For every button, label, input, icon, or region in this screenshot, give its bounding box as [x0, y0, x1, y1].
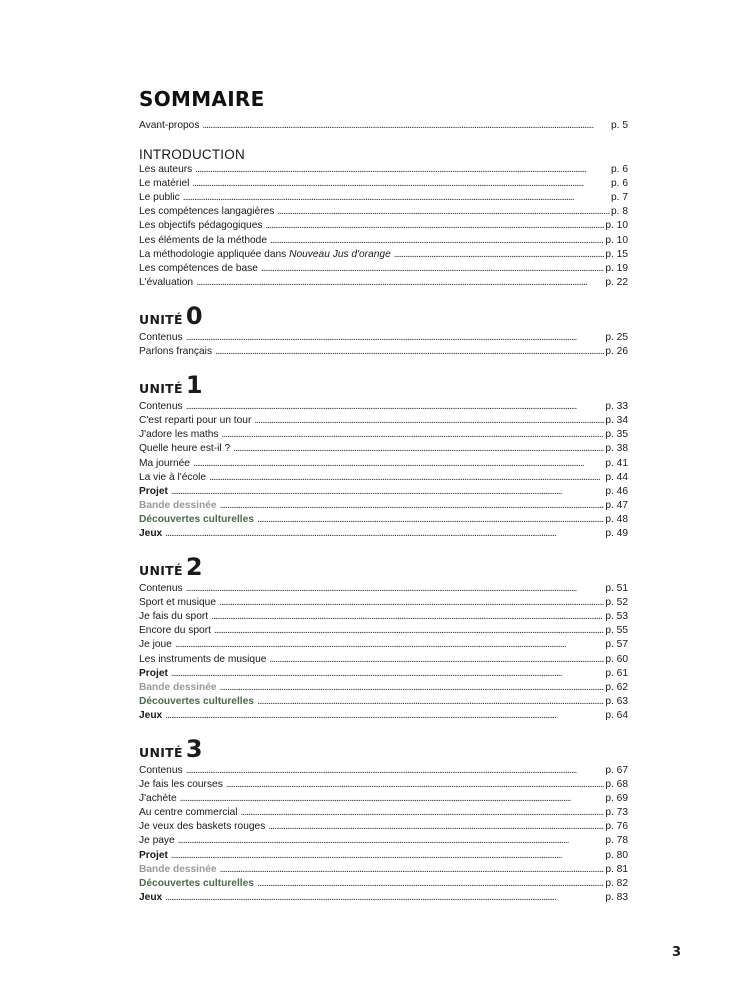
dot-leader [165, 527, 604, 541]
dot-leader [209, 471, 604, 485]
toc-entry-label: Découvertes culturelles [139, 877, 254, 889]
toc-entry[interactable] [139, 191, 628, 205]
toc-entry-label: C'est reparti pour un tour [139, 415, 252, 427]
toc-entry-page: p. 81 [605, 863, 628, 875]
toc-entry-page: p. 76 [605, 821, 628, 833]
toc-entry-page: p. 35 [605, 429, 628, 441]
dot-leader [171, 849, 604, 863]
dot-leader [257, 513, 604, 527]
dot-leader [186, 331, 605, 345]
toc-entry-projet[interactable] [139, 849, 628, 863]
dot-leader [241, 806, 605, 820]
toc-entry[interactable] [139, 820, 628, 834]
toc-entry-page: p. 33 [605, 401, 628, 413]
dot-leader [193, 457, 604, 471]
toc-entry[interactable] [139, 653, 628, 667]
toc-entry-label: Les instruments de musique [139, 653, 267, 665]
dot-leader [261, 262, 604, 276]
toc-entry-page: p. 6 [611, 178, 628, 190]
toc-entry-jeux[interactable] [139, 527, 628, 541]
toc-entry-label: Contenus [139, 583, 183, 595]
dot-leader [226, 778, 605, 792]
toc-entry-label: Je joue [139, 639, 172, 651]
toc-entry-page: p. 26 [605, 346, 628, 358]
toc-entry-page: p. 64 [605, 709, 628, 721]
toc-entry-label: Sport et musique [139, 597, 217, 609]
dot-leader [268, 820, 604, 834]
toc-entry-label: Parlons français [139, 346, 213, 358]
toc-entry-label: Bande dessinée [139, 499, 217, 511]
toc-entry[interactable] [139, 792, 628, 806]
toc-entry-page: p. 8 [611, 206, 628, 218]
toc-entry-page: p. 46 [605, 485, 628, 497]
dot-leader [202, 119, 610, 133]
unit-2-list [139, 582, 628, 723]
toc-entry-page: p. 44 [605, 471, 628, 483]
toc-entry[interactable] [139, 177, 628, 191]
toc-entry[interactable] [139, 428, 628, 442]
toc-entry-page: p. 67 [605, 765, 628, 776]
unit-heading-2 [139, 554, 628, 580]
toc-entry[interactable] [139, 248, 628, 262]
toc-entry-label: L'évaluation [139, 276, 194, 288]
introduction-list [139, 163, 628, 290]
toc-entry-decouvertes[interactable] [139, 513, 628, 527]
dot-leader [165, 891, 604, 905]
toc-entry-jeux[interactable] [139, 891, 628, 905]
toc-entry[interactable] [139, 624, 628, 638]
unit-3-list [139, 764, 628, 905]
toc-entry-label: Contenus [139, 331, 183, 343]
toc-entry-label: Les compétences langagières [139, 206, 275, 218]
toc-entry-label: Les éléments de la méthode [139, 234, 267, 246]
toc-entry-label-text: La méthodologie appliquée dans [139, 248, 290, 260]
toc-entry-page: p. 73 [605, 807, 628, 819]
toc-entry-label: Les auteurs [139, 164, 193, 176]
toc-entry-decouvertes[interactable] [139, 695, 628, 709]
dot-leader [211, 610, 604, 624]
dot-leader [257, 877, 604, 891]
toc-entry-page: p. 15 [605, 248, 628, 260]
book-title: Nouveau Jus d'orange [289, 248, 391, 260]
dot-leader [394, 248, 605, 262]
toc-entry-label: Encore du sport [139, 625, 211, 637]
toc-entry-jeux[interactable] [139, 709, 628, 723]
toc-entry[interactable] [139, 764, 628, 778]
page-number: 3 [672, 945, 682, 960]
toc-entry-page: p. 69 [605, 793, 628, 805]
dot-leader [220, 499, 605, 513]
toc-entry-page: p. 80 [605, 849, 628, 861]
unit-number: 2 [185, 553, 203, 582]
dot-leader [186, 582, 605, 596]
dot-leader [233, 442, 604, 456]
unit-word: UNITÉ [139, 745, 183, 760]
toc-entry-label: Découvertes culturelles [139, 513, 254, 525]
dot-leader [220, 863, 605, 877]
toc-entry-page: p. 62 [605, 681, 628, 693]
dot-leader [186, 400, 605, 414]
toc-entry-label: Le public [139, 192, 180, 204]
toc-entry[interactable] [139, 834, 628, 848]
toc-entry-page: p. 68 [605, 779, 628, 791]
toc-entry[interactable] [139, 414, 628, 428]
toc-entry-page: p. 51 [605, 583, 628, 595]
toc-entry-page: p. 63 [605, 695, 628, 707]
toc-entry[interactable] [139, 331, 628, 345]
toc-entry-label: Contenus [139, 401, 183, 413]
toc-entry-label: Projet [139, 849, 168, 861]
toc-entry-page: p. 52 [605, 597, 628, 609]
toc-entry-page: p. 41 [605, 457, 628, 469]
dot-leader [171, 485, 604, 499]
dot-leader [171, 667, 604, 681]
toc-entry[interactable] [139, 234, 628, 248]
unit-heading-1 [139, 372, 628, 398]
toc-entry[interactable] [139, 582, 628, 596]
dot-leader [254, 414, 604, 428]
toc-entry[interactable] [139, 219, 628, 233]
toc-entry-label: Bande dessinée [139, 681, 217, 693]
toc-entry-label: Bande dessinée [139, 863, 217, 875]
toc-entry-label [139, 248, 391, 262]
toc-entry[interactable] [139, 471, 628, 485]
toc-entry-page: p. 10 [605, 234, 628, 246]
dot-leader [269, 653, 604, 667]
toc-entry-label: Projet [139, 485, 168, 497]
toc-entry-page: p. 34 [605, 415, 628, 427]
dot-leader [196, 276, 604, 290]
toc-entry-label: Les objectifs pédagogiques [139, 220, 263, 232]
toc-entry-page: p. 49 [605, 527, 628, 539]
toc-entry-avant-propos[interactable] [139, 119, 628, 133]
unit-number: 0 [185, 301, 203, 330]
toc-entry-page: p. 60 [605, 653, 628, 665]
dot-leader [192, 177, 610, 191]
dot-leader [186, 764, 605, 778]
toc-entry-page: p. 57 [605, 639, 628, 651]
toc-entry-label: Je veux des baskets rouges [139, 821, 266, 833]
toc-entry[interactable] [139, 345, 628, 359]
toc-entry-label: Jeux [139, 527, 163, 539]
toc-entry-decouvertes[interactable] [139, 877, 628, 891]
toc-entry-page: p. 25 [605, 331, 628, 343]
dot-leader [195, 163, 610, 177]
unit-heading-3 [139, 736, 628, 762]
toc-entry-page: p. 61 [605, 667, 628, 679]
toc-entry-label: Je fais du sport [139, 611, 209, 623]
toc-entry-bande-dessinee[interactable] [139, 681, 628, 695]
toc-entry-page: p. 6 [611, 164, 628, 176]
toc-entry-page: p. 48 [605, 513, 628, 525]
section-heading-introduction: INTRODUCTION [139, 147, 245, 163]
toc-entry-bande-dessinee[interactable] [139, 499, 628, 513]
unit-word: UNITÉ [139, 563, 183, 579]
toc-entry-label: Ma journée [139, 457, 190, 469]
dot-leader [219, 596, 604, 610]
unit-heading-0 [139, 303, 628, 329]
toc-entry[interactable] [139, 638, 628, 652]
dot-leader [178, 834, 605, 848]
toc-entry-page: p. 47 [605, 499, 628, 511]
toc-entry-label: J'achète [139, 793, 177, 805]
dot-leader [222, 428, 605, 442]
toc-entry-projet[interactable] [139, 667, 628, 681]
toc-entry-bande-dessinee[interactable] [139, 863, 628, 877]
page-title: SOMMAIRE [139, 87, 265, 111]
toc-entry[interactable] [139, 400, 628, 414]
toc-entry-page: p. 22 [605, 276, 628, 288]
dot-leader [175, 638, 604, 652]
toc-entry-label: Découvertes culturelles [139, 695, 254, 707]
toc-entry-label: Contenus [139, 765, 183, 776]
unit-0-list [139, 331, 628, 359]
toc-entry[interactable] [139, 262, 628, 276]
dot-leader [265, 219, 604, 233]
toc-entry-page: p. 10 [605, 220, 628, 232]
unit-word: UNITÉ [139, 381, 183, 397]
toc-entry[interactable] [139, 457, 628, 471]
toc-entry-label: Avant-propos [139, 120, 200, 131]
toc-entry-label: Je paye [139, 835, 175, 847]
toc-entry[interactable] [139, 163, 628, 177]
table-of-contents [139, 86, 628, 905]
toc-entry-label: La vie à l'école [139, 471, 207, 483]
toc-entry[interactable] [139, 610, 628, 624]
dot-leader [214, 624, 604, 638]
toc-entry-label: Je fais les courses [139, 779, 223, 791]
toc-entry-projet[interactable] [139, 485, 628, 499]
dot-leader [270, 234, 604, 248]
toc-entry-page: p. 55 [605, 625, 628, 637]
toc-entry-label: Quelle heure est-il ? [139, 443, 231, 455]
toc-entry-page: p. 5 [611, 120, 628, 131]
dot-leader [183, 191, 610, 205]
unit-word: UNITÉ [139, 311, 183, 327]
toc-entry-label: Jeux [139, 891, 163, 903]
toc-entry-page: p. 19 [605, 262, 628, 274]
unit-number: 1 [185, 371, 203, 400]
toc-entry-label: Le matériel [139, 178, 190, 190]
toc-entry-label: Jeux [139, 709, 163, 721]
toc-entry-label: Projet [139, 667, 168, 679]
toc-entry[interactable] [139, 442, 628, 456]
unit-1-list [139, 400, 628, 541]
toc-entry[interactable] [139, 596, 628, 610]
toc-entry-page: p. 7 [611, 192, 628, 204]
toc-entry-label: Les compétences de base [139, 262, 258, 274]
toc-entry[interactable] [139, 778, 628, 792]
toc-entry[interactable] [139, 205, 628, 219]
dot-leader [165, 709, 604, 723]
toc-entry-label: Au centre commercial [139, 807, 238, 819]
toc-entry-page: p. 38 [605, 443, 628, 455]
unit-number: 3 [185, 735, 203, 763]
toc-entry[interactable] [139, 806, 628, 820]
toc-entry-label: J'adore les maths [139, 429, 219, 441]
toc-entry-page: p. 83 [605, 891, 628, 903]
dot-leader [180, 792, 605, 806]
dot-leader [277, 205, 610, 219]
dot-leader [220, 681, 605, 695]
dot-leader [215, 345, 604, 359]
dot-leader [257, 695, 604, 709]
toc-entry-page: p. 82 [605, 877, 628, 889]
toc-entry-page: p. 78 [605, 835, 628, 847]
toc-entry-page: p. 53 [605, 611, 628, 623]
toc-entry[interactable] [139, 276, 628, 290]
